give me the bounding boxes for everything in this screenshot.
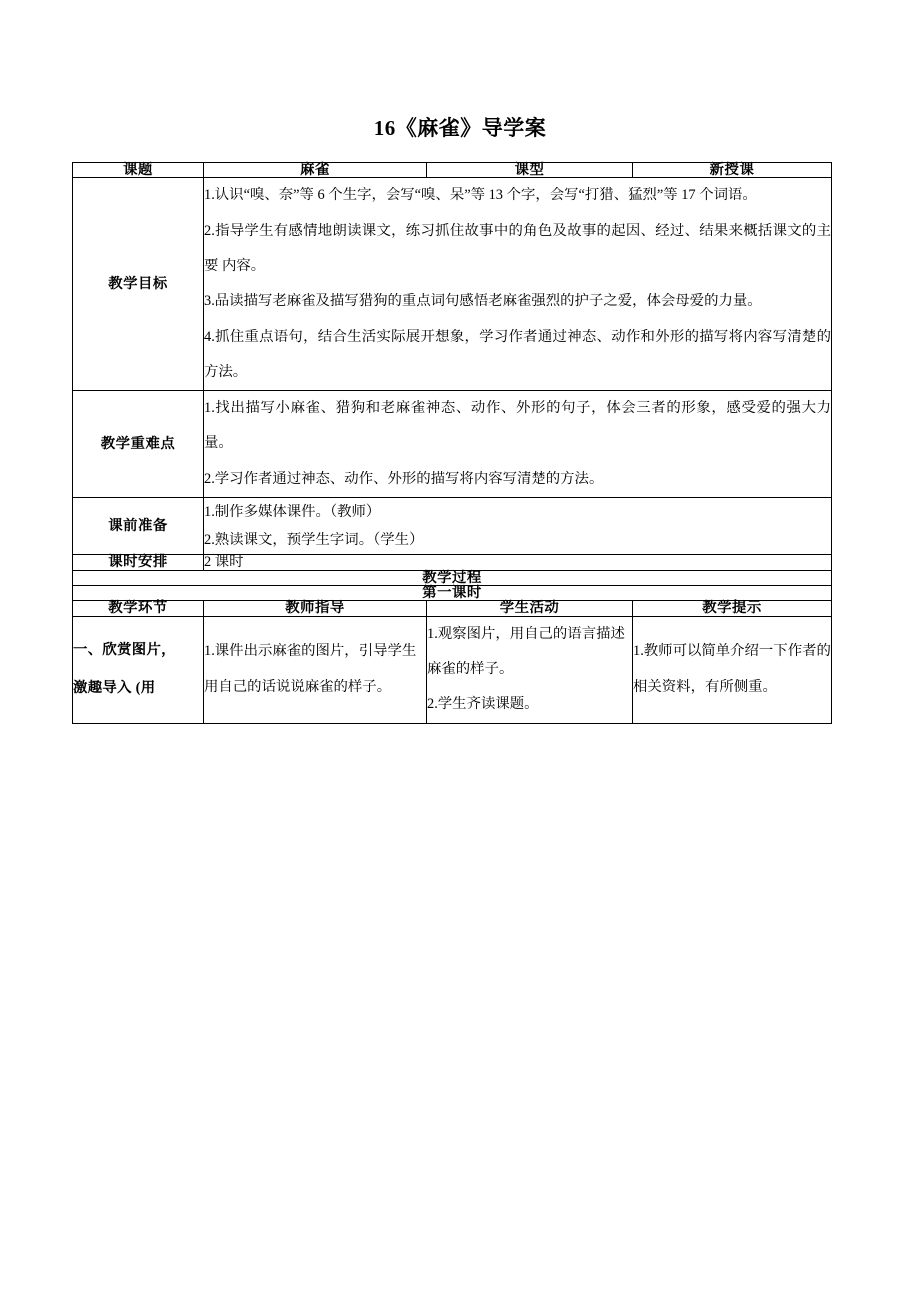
cell-teaching-objectives bbox=[204, 178, 832, 391]
table-row-lesson-title bbox=[73, 585, 832, 600]
student-activity-item: 1.观察图片，用自己的语言描述麻雀的样子。 bbox=[427, 625, 625, 677]
header-student-activity: 学生活动 bbox=[427, 601, 633, 616]
stage-line: 激趣导入 (用 bbox=[73, 679, 156, 696]
table-row-key-points bbox=[73, 391, 832, 498]
key-point-item: 2.学习作者通过神态、动作、外形的描写将内容写清楚的方法。 bbox=[204, 470, 604, 487]
table-row-objectives bbox=[73, 178, 832, 391]
preparation-item: 1.制作多媒体课件。（教师） bbox=[204, 503, 381, 520]
cell-teacher-guidance-one bbox=[204, 616, 427, 723]
stage-line: 一、欣赏图片， bbox=[73, 642, 176, 659]
lesson-plan-table bbox=[72, 162, 832, 724]
objective-item: 1.认识“嗅、奈”等 6 个生字，会写“嗅、呆”等 13 个字，会写“打猎、猛烈”等 17 个词语。 bbox=[204, 187, 757, 204]
teacher-guidance-item: 1.课件出示麻雀的图片，引导学生用自己的话说说麻雀的样子。 bbox=[204, 643, 417, 695]
header-stage: 教学环节 bbox=[73, 601, 204, 616]
teaching-tip-item: 1.教师可以简单介绍一下作者的相关资料，有所侧重。 bbox=[633, 643, 831, 695]
label-teaching-objectives: 教学目标 bbox=[73, 178, 204, 391]
cell-key-points bbox=[204, 391, 832, 498]
table-row-preparation bbox=[73, 497, 832, 554]
table-row-subject bbox=[73, 163, 832, 178]
label-lesson-type: 课型 bbox=[427, 163, 633, 178]
objective-item: 3.品读描写老麻雀及描写猎狗的重点词句感悟老麻雀强烈的护子之爱，体会母爱的力量。 bbox=[204, 293, 762, 310]
objective-item: 2.指导学生有感情地朗读课文，练习抓住故事中的角色及故事的起因、经过、结果来概括课文的主要 内容。 bbox=[204, 222, 831, 274]
table-row-schedule bbox=[73, 555, 832, 570]
label-schedule: 课时安排 bbox=[73, 555, 204, 570]
student-activity-item: 2.学生齐读课题。 bbox=[427, 696, 539, 713]
table-row-process-title bbox=[73, 570, 832, 585]
section-title-lesson-one: 第一课时 bbox=[73, 585, 832, 600]
cell-teaching-tips-one bbox=[633, 616, 832, 723]
label-preparation: 课前准备 bbox=[73, 497, 204, 554]
cell-preparation bbox=[204, 497, 832, 554]
objective-item: 4.抓住重点语句，结合生活实际展开想象，学习作者通过神态、动作和外形的描写将内容写清楚的方法。 bbox=[204, 328, 831, 380]
page-title: 16《麻雀》导学案 bbox=[373, 116, 547, 140]
header-teaching-tips: 教学提示 bbox=[633, 601, 832, 616]
preparation-item: 2.熟读课文，预学生字词。（学生） bbox=[204, 532, 424, 549]
table-row-process-headers bbox=[73, 601, 832, 616]
value-lesson-type: 新授课 bbox=[633, 163, 832, 178]
label-key-points: 教学重难点 bbox=[73, 391, 204, 498]
cell-student-activity-one bbox=[427, 616, 633, 723]
value-schedule: 2 课时 bbox=[204, 555, 832, 570]
header-teacher-guidance: 教师指导 bbox=[204, 601, 427, 616]
value-subject: 麻雀 bbox=[204, 163, 427, 178]
key-point-item: 1.找出描写小麻雀、猎狗和老麻雀神态、动作、外形的句子，体会三者的形象，感受爱的强大力量。 bbox=[204, 400, 831, 452]
table-row-process-step bbox=[73, 616, 832, 723]
label-subject: 课题 bbox=[73, 163, 204, 178]
cell-stage-one bbox=[73, 616, 204, 723]
section-title-process: 教学过程 bbox=[73, 570, 832, 585]
